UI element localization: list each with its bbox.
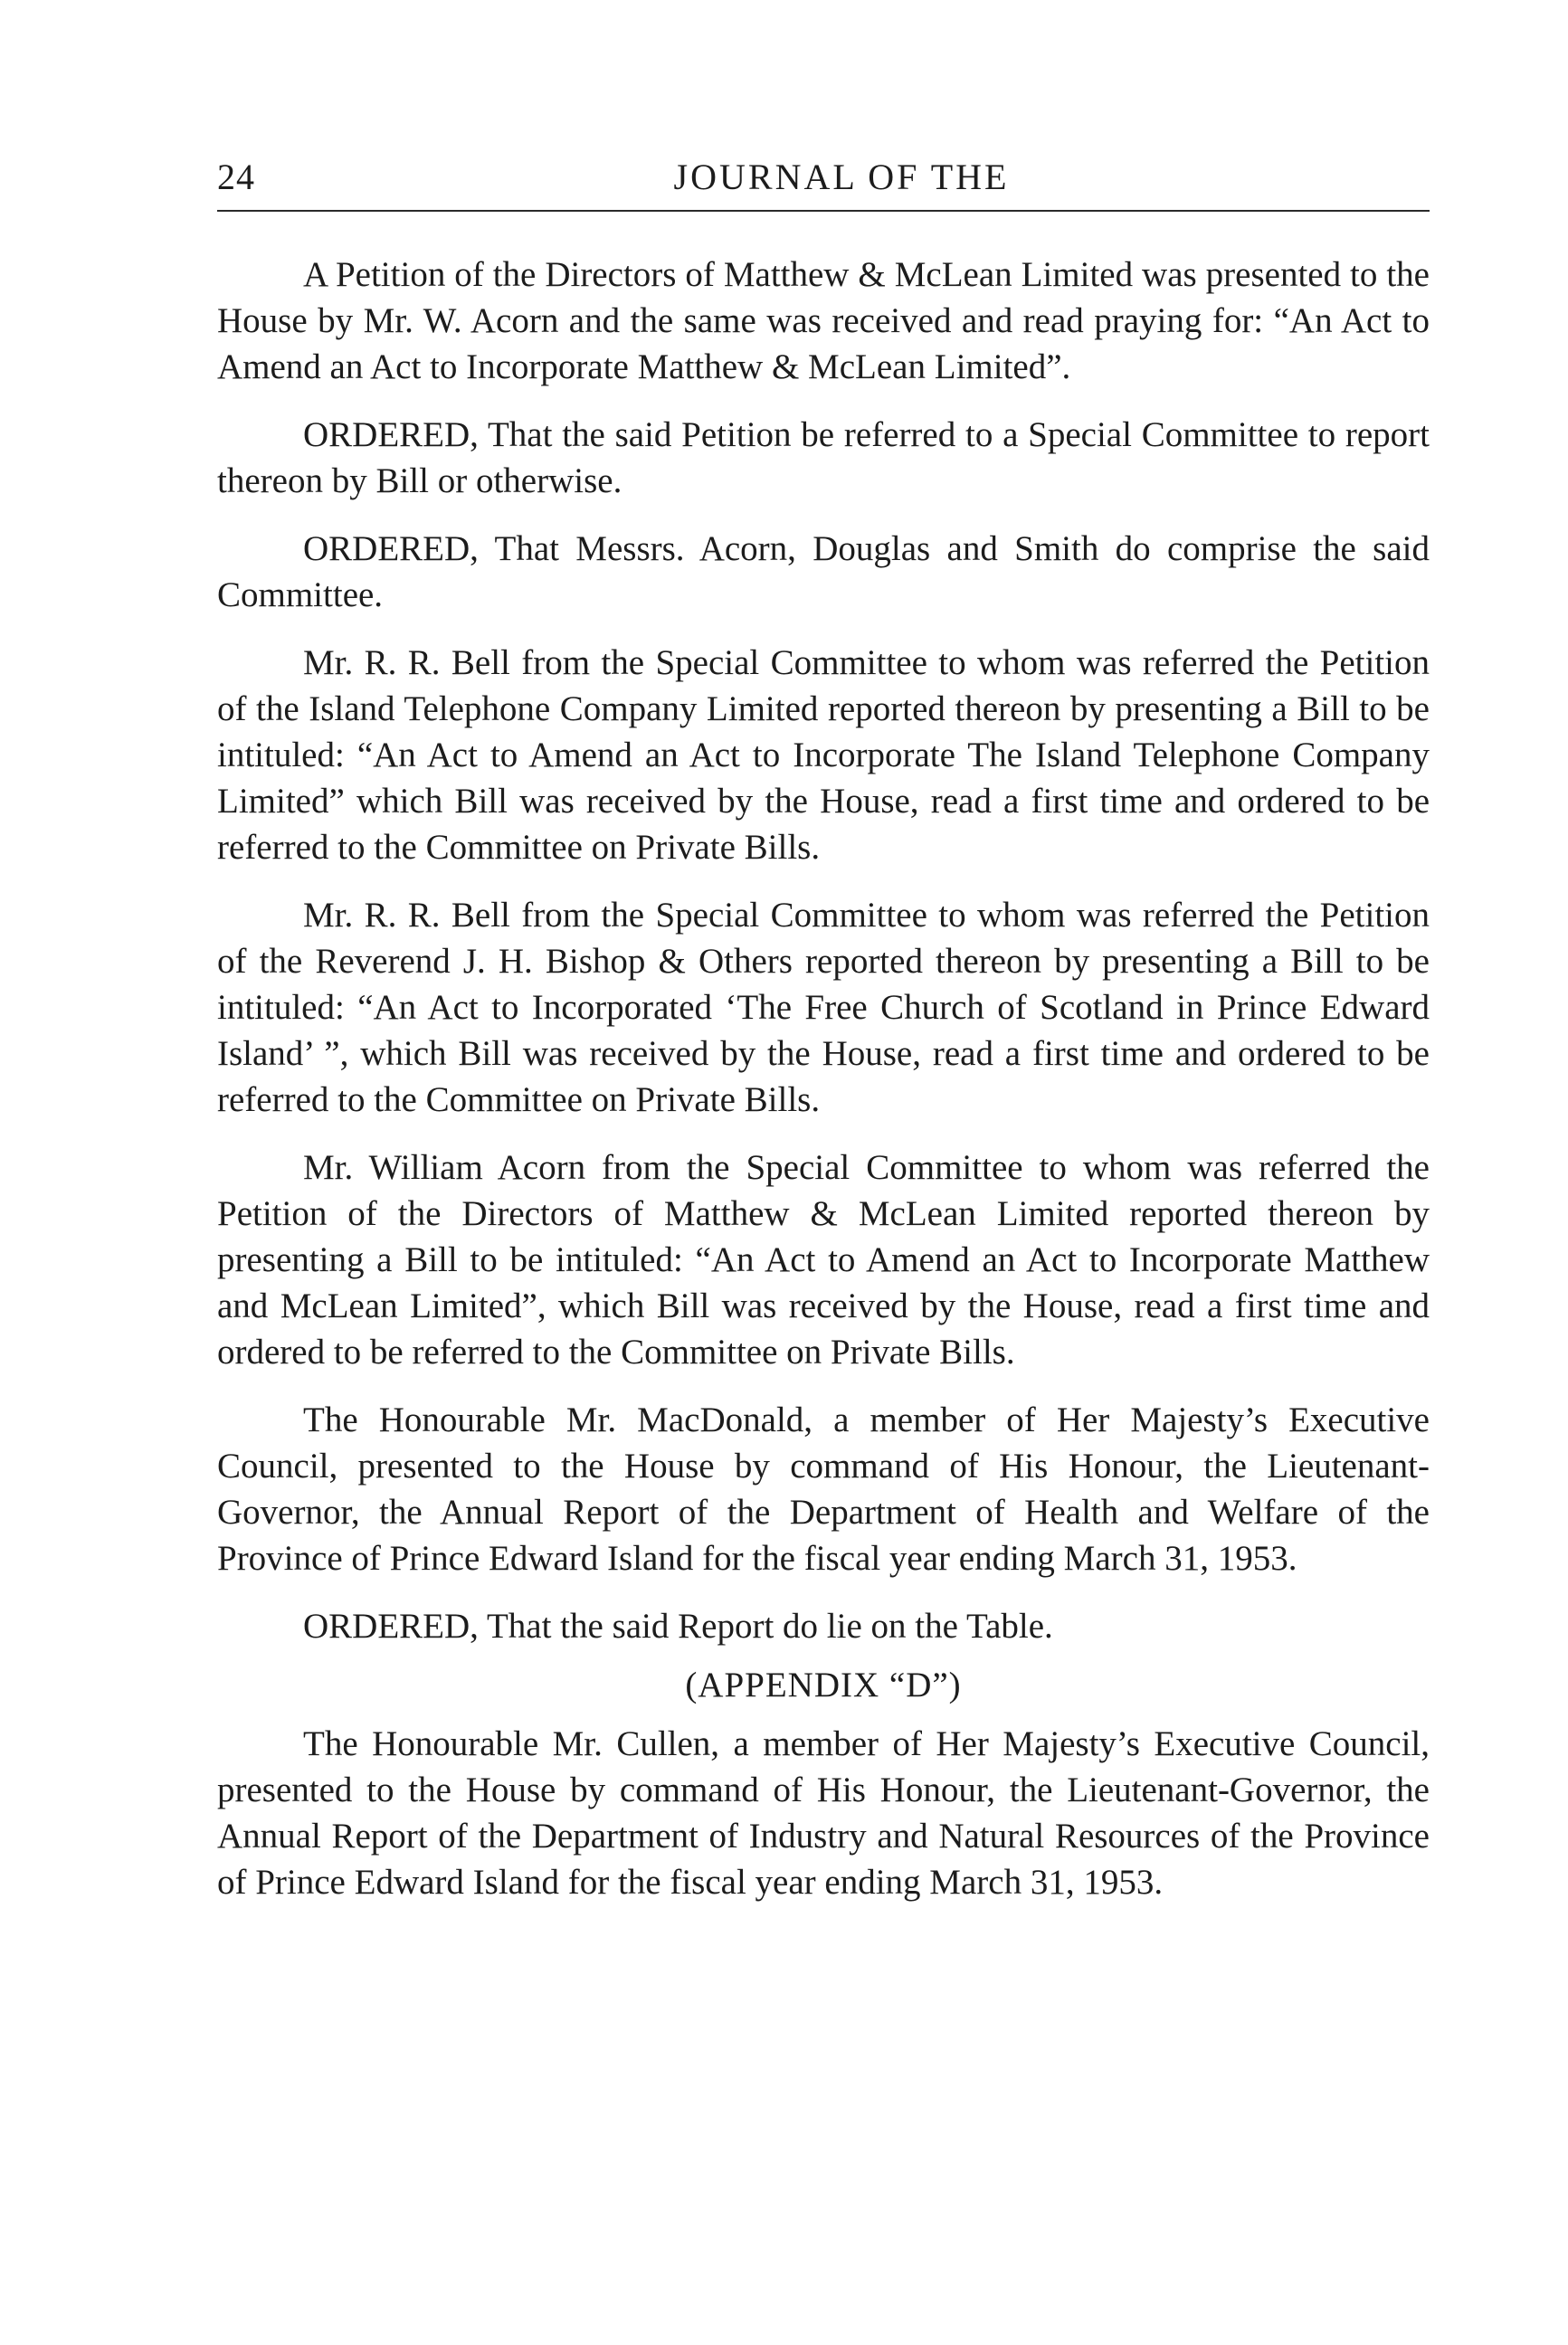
petition-paragraph: A Petition of the Directors of Matthew & McLean Limited was presented to the House by Mr. W. Acorn and the same was received and read praying for: “An Act to Amend an Act to Incorporate Matthew & McLean Limited”. bbox=[217, 255, 1430, 386]
matthew-mclean-bill-paragraph: Mr. William Acorn from the Special Committee to whom was referred the Petition of the Directors of Matthew & McLean Limited reported thereon by presenting a Bill to be intituled: “An Act to Amend an Act to Incorporate Matthew and McLean Limited”, which Bill was received by the House, read a first time and ordered to be referred to the Committee on Private Bills. bbox=[217, 1148, 1430, 1372]
industry-report-paragraph: The Honourable Mr. Cullen, a member of Her Majesty’s Executive Council, presented to the House by command of His Honour, the Lieutenant-Governor, the Annual Report of the Department of Industry and Natural Resources of the Province of Prince Edward Island for the fiscal year ending March 31, 1953. bbox=[217, 1724, 1430, 1902]
running-title: JOURNAL OF THE bbox=[673, 157, 1010, 197]
telephone-bill-paragraph: Mr. R. R. Bell from the Special Committee to whom was referred the Petition of the Island Telephone Company Limited reported thereon by presenting a Bill to be intituled: “An Act to Amend an Act to Incorporate The Island Telephone Company Limited” which Bill was received by the House, read a first time and ordered to be referred to the Committee on Private Bills. bbox=[217, 643, 1430, 867]
order-referral-paragraph: ORDERED, That the said Petition be referred to a Special Committee to report thereon by Bill or otherwise. bbox=[217, 415, 1430, 500]
running-header bbox=[217, 145, 1430, 212]
page-number: 24 bbox=[217, 157, 255, 197]
free-church-bill-paragraph: Mr. R. R. Bell from the Special Committee to whom was referred the Petition of the Reverend J. H. Bishop & Others reported thereon by presenting a Bill to be intituled: “An Act to Incorporated ‘The Free Church of Scotland in Prince Edward Island’ ”, which Bill was received by the House, read a first time and ordered to be referred to the Committee on Private Bills. bbox=[217, 896, 1430, 1119]
journal-page bbox=[217, 145, 1430, 1927]
health-welfare-report-paragraph: The Honourable Mr. MacDonald, a member of Her Majesty’s Executive Council, presented to the House by command of His Honour, the Lieutenant-Governor, the Annual Report of the Department of Health and Welfare of the Province of Prince Edward Island for the fiscal year ending March 31, 1953. bbox=[217, 1400, 1430, 1578]
appendix-heading: (APPENDIX “D”) bbox=[685, 1666, 962, 1704]
order-table-paragraph: ORDERED, That the said Report do lie on the Table. bbox=[303, 1607, 1053, 1646]
order-committee-paragraph: ORDERED, That Messrs. Acorn, Douglas and Smith do comprise the said Committee. bbox=[217, 529, 1430, 614]
